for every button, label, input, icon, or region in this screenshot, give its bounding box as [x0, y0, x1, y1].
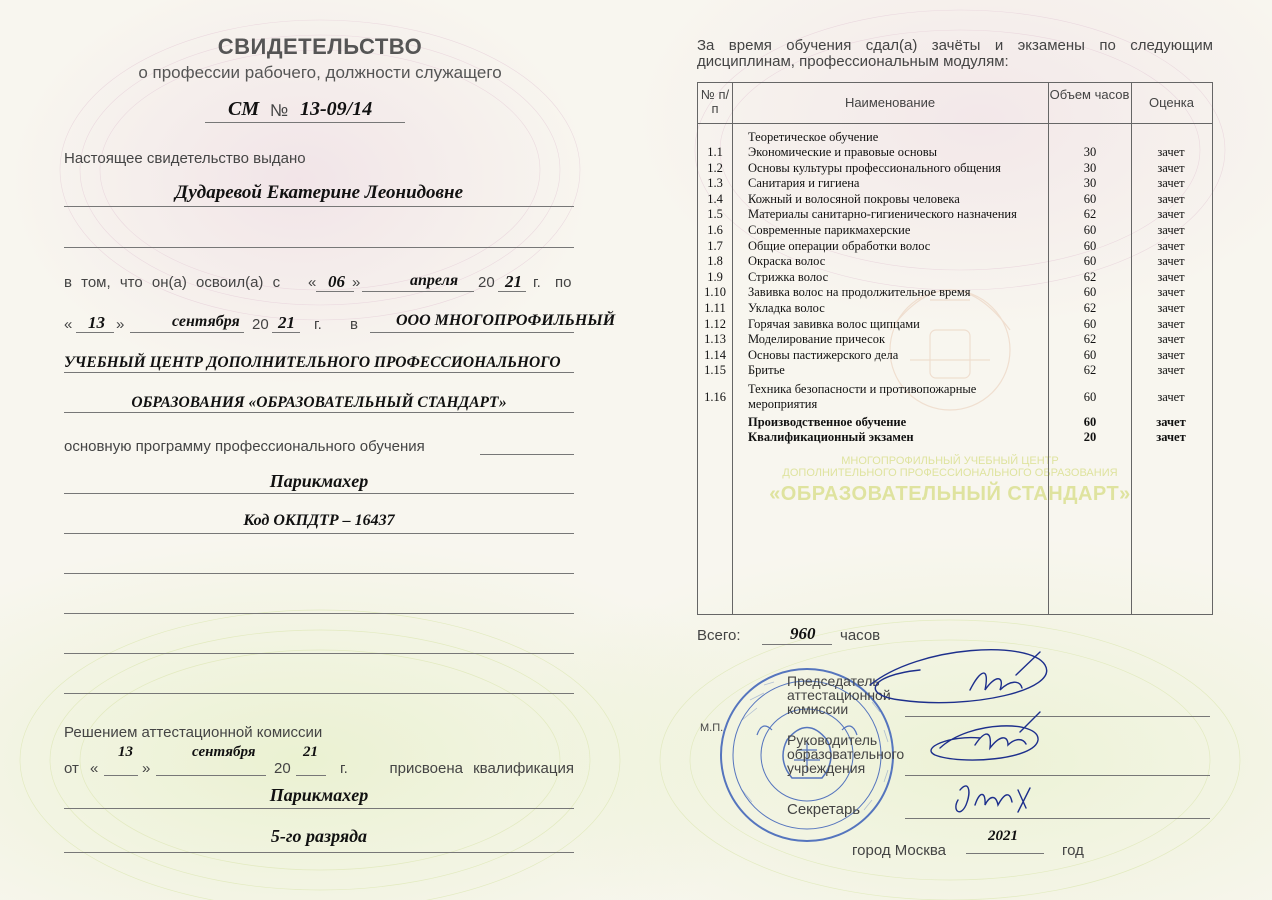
row-name: Общие операции обработки волос	[748, 238, 931, 253]
row-number: 1.14	[704, 347, 726, 362]
row-name: Завивка волос на продолжительное время	[748, 285, 971, 300]
row-number: 1.10	[704, 285, 726, 300]
certificate-subtitle: о профессии рабочего, должности служащего	[138, 63, 502, 82]
mastered-text: в том, что он(а) освоил(а) с	[64, 274, 281, 291]
from-year-suffix: г.	[533, 274, 541, 291]
commission-label: Решением аттестационной комиссии	[64, 724, 323, 741]
row-hours: 60	[1083, 254, 1097, 269]
row-grade: зачет	[1157, 316, 1185, 331]
row-hours: 30	[1083, 145, 1097, 159]
qualification-label: присвоена квалификация	[389, 760, 574, 777]
exam-name: Квалификационный экзамен	[748, 430, 914, 444]
mp-label: М.П.	[700, 722, 724, 734]
row-number: 1.11	[704, 301, 726, 315]
exams-intro: За время обучения сдал(а) зачёты и экзамены по следующим дисциплинам, профессиональным модулям:	[697, 37, 1213, 70]
row-number: 1.9	[707, 269, 723, 284]
row-name: Бритье	[748, 363, 785, 378]
secretary-signature-icon	[956, 786, 1030, 812]
to-year: 21	[278, 313, 295, 332]
row-name-line-1: Техника безопасности и противопожарные	[748, 382, 977, 396]
row-name: Материалы санитарно-гигиенического назначения	[748, 207, 1017, 222]
recipient-underline	[64, 206, 574, 207]
exams-table	[697, 82, 1213, 615]
row-name-line-2: мероприятия	[748, 397, 818, 411]
quote-close-2: »	[116, 316, 125, 333]
row-number: 1.15	[704, 363, 726, 378]
watermark-line-2: ДОПОЛНИТЕЛЬНОГО ПРОФЕССИОНАЛЬНОГО ОБРАЗОВАНИЯ	[782, 467, 1118, 479]
from-year: 21	[505, 272, 522, 291]
row-number: 1.12	[704, 316, 726, 331]
number-underline	[205, 122, 405, 123]
row-number: 1.8	[707, 254, 723, 269]
row-number: 1.6	[707, 223, 723, 237]
org-line-1: ООО МНОГОПРОФИЛЬНЫЙ	[396, 312, 616, 329]
quote-close-3: »	[142, 760, 151, 777]
org-line-3: ОБРАЗОВАНИЯ «ОБРАЗОВАТЕЛЬНЫЙ СТАНДАРТ»	[131, 394, 507, 411]
row-number: 1.4	[707, 191, 723, 206]
row-hours: 30	[1083, 160, 1097, 175]
row-name: Экономические и правовые основы	[748, 145, 938, 159]
exam-grade: зачет	[1156, 430, 1186, 444]
to-month: сентября	[172, 313, 240, 330]
row-grade: зачет	[1157, 301, 1185, 315]
to-day: 13	[88, 313, 105, 332]
row-hours: 60	[1083, 316, 1097, 331]
program-label: основную программу профессионального обучения	[64, 438, 425, 455]
header-hours: Объем часов	[1049, 87, 1130, 102]
decision-year-suffix: г.	[340, 760, 348, 777]
city-year: 2021	[988, 828, 1018, 844]
program-name: Парикмахер	[269, 471, 369, 491]
decision-day: 13	[118, 744, 133, 760]
row-name: Основы пастижерского дела	[748, 347, 899, 362]
chairman-label: Председатель аттестационной комиссии	[787, 673, 891, 717]
header-grade: Оценка	[1148, 95, 1195, 110]
v-text: в	[350, 316, 358, 333]
row-hours: 60	[1083, 223, 1097, 237]
row-number: 1.16	[704, 390, 726, 404]
watermark-line-1: МНОГОПРОФИЛЬНЫЙ УЧЕБНЫЙ ЦЕНТР	[841, 455, 1059, 467]
chairman-signature-icon	[870, 650, 1047, 703]
recipient-name: Дударевой Екатерине Леонидовне	[174, 182, 464, 203]
quote-open-2: «	[64, 316, 73, 333]
header-name: Наименование	[844, 95, 936, 110]
row-grade: зачет	[1157, 254, 1185, 269]
row-hours: 60	[1083, 285, 1097, 300]
row-hours: 30	[1083, 176, 1097, 191]
row-name: Укладка волос	[748, 301, 825, 315]
certificate-number: 13-09/14	[300, 98, 373, 120]
row-number: 1.13	[704, 332, 726, 347]
section-title: Теоретическое обучение	[748, 130, 879, 144]
row-grade: зачет	[1157, 332, 1185, 347]
director-label: Руководитель образовательного учреждения	[787, 732, 905, 776]
row-hours: 62	[1083, 269, 1097, 284]
to-year-prefix: 20	[252, 316, 269, 333]
row-number: 1.3	[707, 176, 723, 191]
certificate-title: СВИДЕТЕЛЬСТВО	[217, 34, 423, 59]
practice-hours: 60	[1083, 415, 1097, 429]
quote-close: »	[352, 274, 361, 291]
row-grade: зачет	[1157, 285, 1185, 300]
practice-name: Производственное обучение	[748, 415, 907, 429]
qualification-grade: 5-го разряда	[270, 826, 368, 846]
director-signature-icon	[931, 712, 1040, 760]
row-name: Моделирование причесок	[748, 332, 886, 347]
total-hours: 960	[790, 624, 816, 643]
certificate-series: СМ	[228, 98, 260, 120]
row-number: 1.2	[707, 160, 723, 175]
total-label: Всего:	[697, 627, 741, 644]
to-year-suffix: г.	[314, 316, 322, 333]
row-hours: 60	[1083, 390, 1097, 404]
row-name: Кожный и волосяной покровы человека	[748, 191, 960, 206]
row-grade: зачет	[1157, 176, 1185, 191]
decision-year: 21	[303, 744, 318, 760]
from-year-prefix: 20	[478, 274, 495, 291]
org-line-2: УЧЕБНЫЙ ЦЕНТР ДОПОЛНИТЕЛЬНОГО ПРОФЕССИОНАЛЬНОГО	[64, 354, 561, 371]
row-hours: 62	[1083, 301, 1097, 315]
row-hours: 60	[1083, 191, 1097, 206]
from-day: 06	[328, 272, 345, 291]
row-grade: зачет	[1157, 269, 1185, 284]
row-hours: 60	[1083, 238, 1097, 253]
year-suffix: год	[1062, 842, 1084, 859]
blank-line	[64, 247, 574, 248]
row-grade: зачет	[1157, 238, 1185, 253]
watermark-line-3: «ОБРАЗОВАТЕЛЬНЫЙ СТАНДАРТ»	[769, 483, 1131, 505]
row-grade: зачет	[1157, 145, 1185, 159]
ot-text: от	[64, 760, 79, 777]
row-name: Современные парикмахерские	[748, 223, 911, 237]
from-month: апреля	[410, 272, 459, 289]
row-grade: зачет	[1157, 191, 1185, 206]
row-name: Санитария и гигиена	[748, 176, 860, 191]
row-hours: 62	[1083, 332, 1097, 347]
total-unit: часов	[840, 627, 881, 644]
row-number: 1.5	[707, 207, 723, 222]
signature-scribbles	[840, 640, 1090, 830]
row-number: 1.7	[707, 238, 723, 253]
city-label: город Москва	[852, 842, 946, 859]
row-number: 1.1	[707, 145, 723, 159]
number-sign: №	[270, 101, 289, 120]
row-name: Основы культуры профессионального общения	[748, 160, 1001, 175]
row-hours: 62	[1083, 363, 1097, 378]
quote-open-3: «	[90, 760, 99, 777]
row-hours: 62	[1083, 207, 1097, 222]
row-hours: 60	[1083, 347, 1097, 362]
decision-month: сентября	[192, 744, 256, 760]
row-grade: зачет	[1157, 363, 1185, 378]
row-grade: зачет	[1157, 160, 1185, 175]
row-name: Окраска волос	[748, 254, 826, 269]
row-grade: зачет	[1157, 390, 1185, 404]
header-num: № п/п	[700, 87, 730, 116]
row-grade: зачет	[1157, 347, 1185, 362]
row-name: Стрижка волос	[748, 269, 829, 284]
row-grade: зачет	[1157, 223, 1185, 237]
row-name: Горячая завивка волос щипцами	[748, 316, 920, 331]
decision-year-prefix: 20	[274, 760, 291, 777]
quote-open: «	[308, 274, 317, 291]
issued-label: Настоящее свидетельство выдано	[64, 150, 306, 167]
qualification-name: Парикмахер	[269, 785, 369, 805]
row-grade: зачет	[1157, 207, 1185, 222]
secretary-label: Секретарь	[787, 801, 861, 818]
po-text: по	[555, 274, 572, 291]
exam-hours: 20	[1083, 430, 1097, 444]
okpdtr-code: Код ОКПДТР – 16437	[243, 512, 395, 529]
practice-grade: зачет	[1156, 415, 1186, 429]
